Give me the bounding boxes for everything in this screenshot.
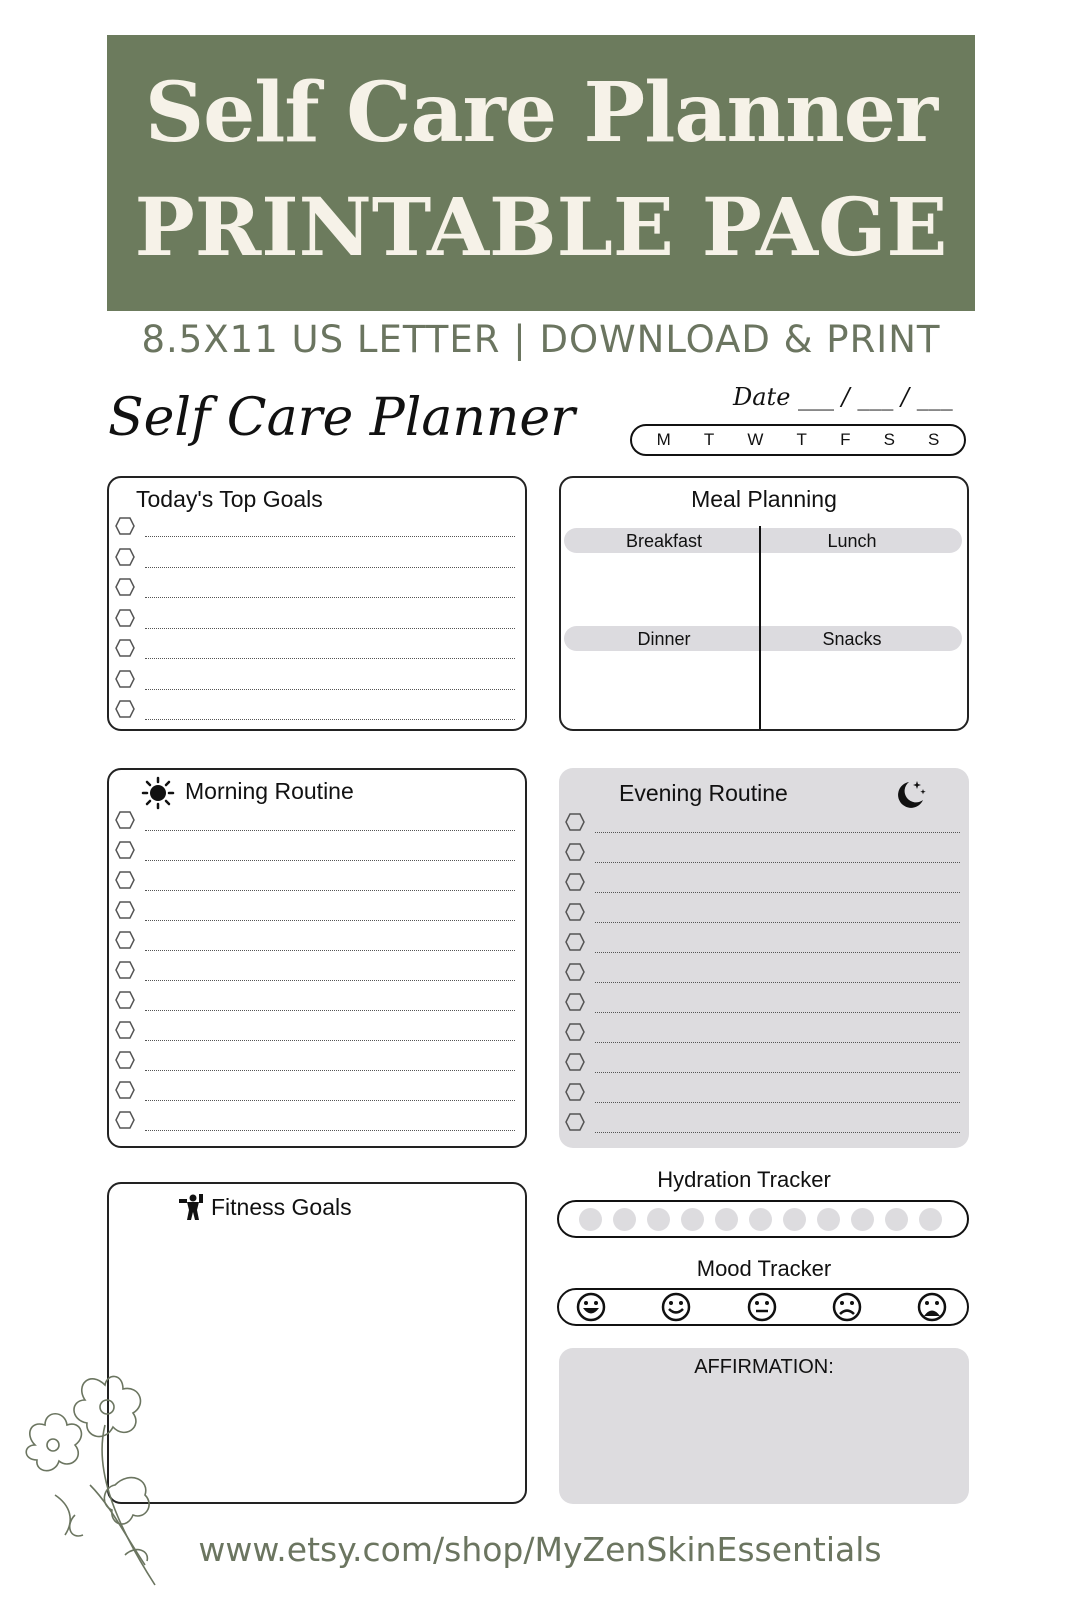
top-goals-list	[115, 510, 515, 728]
format-info: 8.5X11 US LETTER | DOWNLOAD & PRINT	[141, 318, 941, 361]
top-goals-box	[107, 476, 527, 731]
writing-line[interactable]	[145, 920, 515, 921]
writing-line[interactable]	[595, 1132, 960, 1133]
writing-line[interactable]	[145, 950, 515, 951]
morning-routine-box	[107, 768, 527, 1148]
checklist-row	[565, 836, 960, 866]
hydration-title: Hydration Tracker	[657, 1167, 831, 1192]
hydration-dot[interactable]	[749, 1208, 772, 1231]
checklist-row	[115, 1104, 515, 1134]
hexagon-checkbox-icon[interactable]	[115, 870, 135, 890]
affirmation-title: AFFIRMATION:	[694, 1356, 834, 1378]
hexagon-checkbox-icon[interactable]	[115, 516, 135, 536]
hexagon-checkbox-icon[interactable]	[565, 812, 585, 832]
fitness-goals-title: Fitness Goals	[211, 1194, 352, 1220]
writing-line[interactable]	[595, 832, 960, 833]
shop-url: www.etsy.com/shop/MyZenSkinEssentials	[198, 1530, 882, 1569]
hexagon-checkbox-icon[interactable]	[565, 932, 585, 952]
hexagon-checkbox-icon[interactable]	[115, 840, 135, 860]
checklist-row	[115, 541, 515, 571]
evening-routine-list	[565, 806, 960, 1146]
writing-line[interactable]	[145, 567, 515, 568]
writing-line[interactable]	[145, 860, 515, 861]
mood-title: Mood Tracker	[696, 1256, 832, 1281]
writing-line[interactable]	[145, 597, 515, 598]
hexagon-checkbox-icon[interactable]	[565, 1112, 585, 1132]
writing-line[interactable]	[595, 952, 960, 953]
banner-title: Self Care Planner	[144, 65, 938, 161]
checklist-row	[565, 1046, 960, 1076]
writing-line[interactable]	[145, 628, 515, 629]
day-label[interactable]: F	[840, 430, 851, 449]
hydration-dot[interactable]	[817, 1208, 840, 1231]
meal-planning-title: Meal Planning	[691, 486, 837, 512]
checklist-row	[115, 804, 515, 834]
hexagon-checkbox-icon[interactable]	[565, 1082, 585, 1102]
checklist-row	[565, 926, 960, 956]
hydration-dot[interactable]	[919, 1208, 942, 1231]
hexagon-checkbox-icon[interactable]	[565, 992, 585, 1012]
hexagon-checkbox-icon[interactable]	[565, 962, 585, 982]
planner-title: Self Care Planner	[108, 388, 575, 448]
checklist-row	[565, 866, 960, 896]
writing-line[interactable]	[145, 890, 515, 891]
neutral-face-icon[interactable]	[746, 1291, 778, 1323]
sad-face-icon[interactable]	[831, 1291, 863, 1323]
hydration-dot[interactable]	[783, 1208, 806, 1231]
checklist-row	[565, 896, 960, 926]
morning-routine-list	[115, 804, 515, 1144]
hexagon-checkbox-icon[interactable]	[565, 1022, 585, 1042]
checklist-row	[565, 806, 960, 836]
checklist-row	[565, 956, 960, 986]
hexagon-checkbox-icon[interactable]	[115, 1080, 135, 1100]
weekday-selector	[630, 424, 966, 456]
hexagon-checkbox-icon[interactable]	[115, 547, 135, 567]
checklist-row	[115, 602, 515, 632]
hexagon-checkbox-icon[interactable]	[115, 699, 135, 719]
writing-line[interactable]	[595, 1042, 960, 1043]
fitness-icon	[177, 1192, 207, 1222]
hexagon-checkbox-icon[interactable]	[115, 577, 135, 597]
checklist-row	[115, 984, 515, 1014]
checklist-row	[115, 834, 515, 864]
date-field: Date ___ / ___ / ___	[733, 383, 953, 411]
checklist-row	[115, 632, 515, 662]
checklist-row	[115, 894, 515, 924]
hexagon-checkbox-icon[interactable]	[115, 1020, 135, 1040]
checklist-row	[115, 924, 515, 954]
writing-line[interactable]	[595, 892, 960, 893]
checklist-row	[115, 693, 515, 723]
writing-line[interactable]	[595, 1102, 960, 1103]
hexagon-checkbox-icon[interactable]	[115, 638, 135, 658]
writing-line[interactable]	[145, 1010, 515, 1011]
day-label[interactable]: S	[883, 430, 895, 449]
hydration-dot[interactable]	[647, 1208, 670, 1231]
writing-line[interactable]	[595, 1012, 960, 1013]
happy-face-icon[interactable]	[660, 1291, 692, 1323]
hexagon-checkbox-icon[interactable]	[115, 900, 135, 920]
checklist-row	[115, 864, 515, 894]
meal-planning-box	[559, 476, 969, 731]
checklist-row	[565, 986, 960, 1016]
day-label[interactable]: W	[747, 430, 764, 449]
day-label[interactable]: S	[928, 430, 940, 449]
hydration-dot[interactable]	[885, 1208, 908, 1231]
hexagon-checkbox-icon[interactable]	[565, 842, 585, 862]
hydration-dot[interactable]	[681, 1208, 704, 1231]
day-label[interactable]: M	[656, 430, 671, 449]
checklist-row	[115, 1044, 515, 1074]
top-goals-title: Today's Top Goals	[136, 486, 323, 512]
checklist-row	[115, 571, 515, 601]
mood-tracker	[557, 1288, 969, 1326]
meal-divider	[759, 526, 761, 729]
hydration-tracker	[557, 1200, 969, 1238]
hexagon-checkbox-icon[interactable]	[115, 960, 135, 980]
hexagon-checkbox-icon[interactable]	[115, 669, 135, 689]
banner-subtitle: PRINTABLE PAGE	[134, 180, 948, 274]
writing-line[interactable]	[145, 1040, 515, 1041]
hexagon-checkbox-icon[interactable]	[115, 810, 135, 830]
day-label[interactable]: T	[703, 430, 715, 449]
very-happy-face-icon[interactable]	[575, 1291, 607, 1323]
hexagon-checkbox-icon[interactable]	[565, 1052, 585, 1072]
hexagon-checkbox-icon[interactable]	[565, 902, 585, 922]
evening-routine-title: Evening Routine	[619, 780, 788, 806]
checklist-row	[565, 1016, 960, 1046]
evening-routine-box	[559, 768, 969, 1148]
writing-line[interactable]	[595, 862, 960, 863]
writing-line[interactable]	[595, 982, 960, 983]
writing-line[interactable]	[595, 922, 960, 923]
writing-line[interactable]	[145, 536, 515, 537]
writing-line[interactable]	[145, 658, 515, 659]
meal-label-snacks: Snacks	[822, 629, 882, 649]
hexagon-checkbox-icon[interactable]	[565, 872, 585, 892]
writing-line[interactable]	[145, 689, 515, 690]
header-banner	[107, 35, 975, 311]
hexagon-checkbox-icon[interactable]	[115, 1110, 135, 1130]
hexagon-checkbox-icon[interactable]	[115, 1050, 135, 1070]
writing-line[interactable]	[145, 1130, 515, 1131]
morning-routine-title: Morning Routine	[185, 778, 354, 804]
affirmation-box	[559, 1348, 969, 1504]
hexagon-checkbox-icon[interactable]	[115, 990, 135, 1010]
hydration-dot[interactable]	[715, 1208, 738, 1231]
hexagon-checkbox-icon[interactable]	[115, 930, 135, 950]
meal-label-lunch: Lunch	[827, 531, 877, 551]
checklist-row	[115, 510, 515, 540]
very-sad-face-icon[interactable]	[916, 1291, 948, 1323]
meal-label-dinner: Dinner	[637, 629, 691, 649]
writing-line[interactable]	[595, 1072, 960, 1073]
checklist-row	[565, 1076, 960, 1106]
day-label[interactable]: T	[796, 430, 807, 449]
checklist-row	[115, 954, 515, 984]
writing-line[interactable]	[145, 1070, 515, 1071]
meal-label-breakfast: Breakfast	[625, 531, 703, 551]
checklist-row	[565, 1106, 960, 1136]
writing-line[interactable]	[145, 719, 515, 720]
hydration-dot[interactable]	[851, 1208, 874, 1231]
hydration-dot[interactable]	[579, 1208, 602, 1231]
checklist-row	[115, 663, 515, 693]
hexagon-checkbox-icon[interactable]	[115, 608, 135, 628]
hydration-dot[interactable]	[613, 1208, 636, 1231]
checklist-row	[115, 1074, 515, 1104]
checklist-row	[115, 1014, 515, 1044]
writing-line[interactable]	[145, 1100, 515, 1101]
writing-line[interactable]	[145, 830, 515, 831]
writing-line[interactable]	[145, 980, 515, 981]
